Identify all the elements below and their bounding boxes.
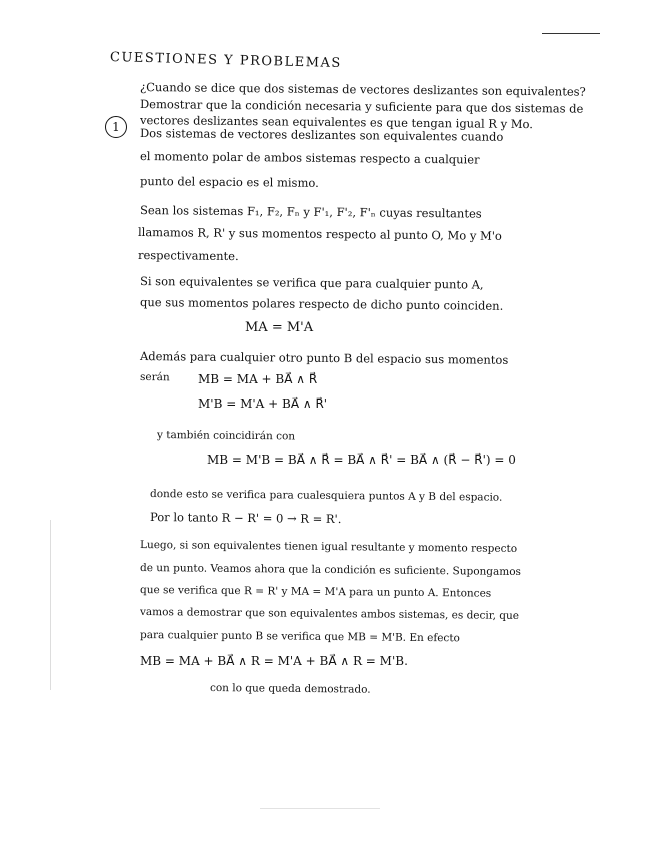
top-rule — [542, 33, 600, 34]
therefore-line: Por lo tanto R − R' = 0 → R = R'. — [149, 510, 342, 527]
equation-moment-b: MB = MA + BA⃗ ∧ R⃗ — [198, 372, 318, 386]
bottom-mark — [260, 808, 380, 809]
where-line: donde esto se verifica para cualesquiera puntos A y B del espacio. — [149, 488, 503, 504]
margin-mark — [50, 520, 51, 690]
equivalent-line-1: Si son equivalentes se verifica que para cualquier punto A, — [139, 274, 484, 292]
conclusion-line-2: de un punto. Veamos ahora que la condición es suficiente. Supongamos — [139, 562, 522, 578]
systems-line-1: Sean los sistemas F₁, F₂, Fₙ y F'₁, F'₂, F'ₙ cuyas resultantes — [139, 203, 482, 221]
problem-number: 1 — [112, 120, 120, 134]
equation-moments-a: MA = M'A — [245, 320, 314, 335]
conclusion-line-5: para cualquier punto B se verifica que MB = M'B. En efecto — [139, 629, 460, 645]
answer-line-3: punto del espacio es el mismo. — [139, 174, 319, 190]
problem-number-badge — [105, 116, 127, 138]
systems-line-2: llamamos R, R' y sus momentos respecto al punto O, Mo y M'o — [137, 225, 502, 243]
also-coincide-line: y también coincidirán con — [156, 429, 296, 443]
equivalent-line-2: que sus momentos polares respecto de dicho punto coinciden. — [139, 295, 504, 313]
equation-final: MB = MA + BA⃗ ∧ R = M'A + BA⃗ ∧ R = M'B. — [140, 654, 408, 668]
seran-label: serán — [139, 371, 170, 384]
answer-line-1: Dos sistemas de vectores deslizantes son equivalentes cuando — [139, 126, 504, 144]
equation-chain: MB = M'B = BA⃗ ∧ R⃗ = BA⃗ ∧ R⃗' = BA⃗ ∧ (R⃗ − R⃗') = 0 — [207, 453, 516, 467]
final-line: con lo que queda demostrado. — [209, 682, 371, 696]
question-line-3: vectores deslizantes sean equivalentes es que tengan igual R y Mo. — [139, 113, 534, 132]
question-line-2: Demostrar que la condición necesaria y suficiente para que dos sistemas de — [139, 97, 584, 116]
conclusion-line-3: que se verifica que R = R' y MA = M'A para un punto A. Entonces — [139, 584, 492, 600]
conclusion-line-4: vamos a demostrar que son equivalentes ambos sistemas, es decir, que — [139, 606, 520, 622]
question-line-1: ¿Cuando se dice que dos sistemas de vectores deslizantes son equivalentes? — [139, 80, 586, 99]
systems-line-3: respectivamente. — [137, 248, 239, 264]
conclusion-line-1: Luego, si son equivalentes tienen igual resultante y momento respecto — [139, 539, 518, 555]
equation-moment-b-prime: M'B = M'A + BA⃗ ∧ R⃗' — [198, 397, 328, 411]
page-heading: CUESTIONES Y PROBLEMAS — [109, 50, 342, 72]
also-line: Además para cualquier otro punto B del espacio sus momentos — [139, 349, 509, 367]
answer-line-2: el momento polar de ambos sistemas respecto a cualquier — [139, 149, 480, 167]
